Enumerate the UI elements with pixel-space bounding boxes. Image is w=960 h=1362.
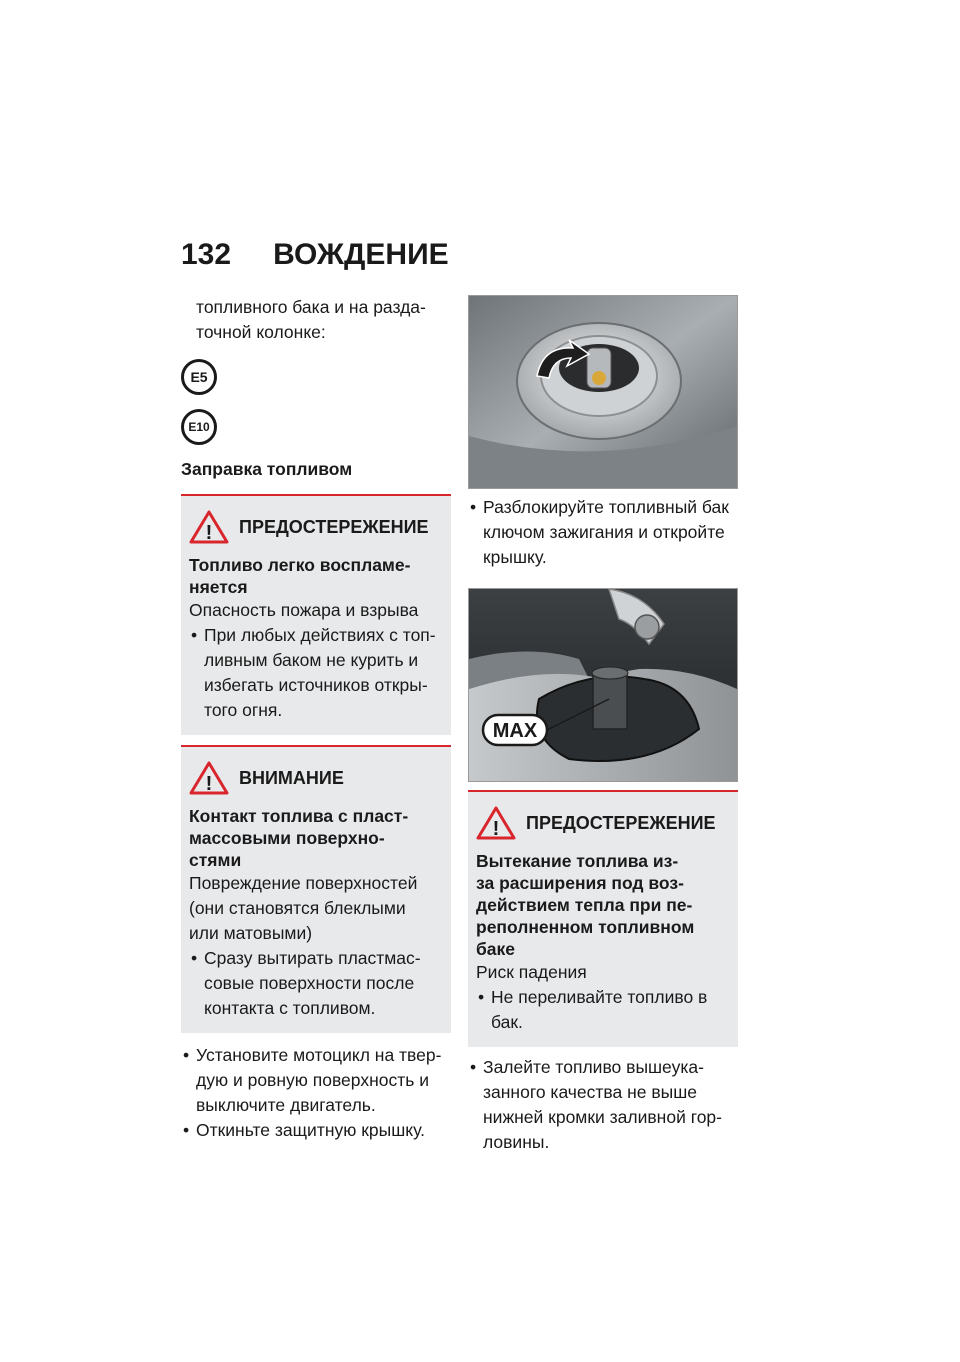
warning-box-overfill — [468, 790, 738, 1047]
warning-bullet: • Не переливайте топливо в бак. — [478, 987, 708, 1032]
warning-triangle-icon — [189, 510, 229, 544]
fuel-badges — [181, 359, 451, 445]
fuel-e10-icon: E10 — [181, 409, 217, 445]
list-item: • Установите мотоцикл на твер- дую и ровную поверхность и выключите двигатель. — [183, 1045, 442, 1115]
attention-bullet: • Сразу вытирать пластмас- совые поверхности после контакта с топливом. — [191, 948, 421, 1018]
intro-text: топливного бака и на разда- точной колонке: — [196, 297, 426, 342]
page-number: 132 — [181, 238, 232, 271]
section-heading: Заправка топливом — [181, 459, 353, 479]
warning-triangle-icon — [476, 806, 516, 840]
warning-subtitle: Топливо легко воспламе- няется — [189, 555, 411, 597]
warning-subtitle: Вытекание топлива из- за расширения под воз- действием тепла при пе- реполненном топливном баке — [476, 851, 695, 959]
page-header — [181, 238, 449, 272]
attention-body: Повреждение поверхностей (они становятся блеклыми или матовыми) — [189, 873, 418, 943]
warning-body: Риск падения — [476, 962, 587, 982]
list-item: • Разблокируйте топливный бак ключом зажигания и откройте крышку. — [470, 497, 729, 567]
fuel-e5-icon: E5 — [181, 359, 217, 395]
svg-text:!: ! — [205, 773, 213, 795]
filler-neck-photo — [468, 588, 738, 782]
instruction-list — [181, 1043, 451, 1143]
warning-triangle-icon — [189, 761, 229, 795]
warning-body: Опасность пожара и взрыва — [189, 600, 419, 620]
max-label: MAX — [492, 720, 538, 742]
warning-box-fire — [181, 494, 451, 735]
warning-title: ! ПРЕДОСТЕРЕЖЕНИЕ — [189, 510, 443, 544]
list-item: • Откиньте защитную крышку. — [183, 1120, 425, 1140]
fuel-cap-photo — [468, 295, 738, 489]
fuel-cap-illustration — [469, 296, 737, 488]
left-column — [181, 295, 451, 1143]
attention-box-plastic — [181, 745, 451, 1033]
svg-text:!: ! — [492, 818, 500, 840]
svg-text:!: ! — [205, 522, 213, 544]
list-item: • Залейте топливо вышеука- занного качества не выше нижней кромки заливной гор- ловины. — [470, 1057, 722, 1152]
chapter-title: ВОЖДЕНИЕ — [273, 238, 449, 271]
right-column — [468, 295, 738, 1155]
warning-bullet: • При любых действиях с топ- ливным баком не курить и избегать источников откры- того огня. — [191, 625, 436, 720]
filler-neck-illustration — [469, 589, 737, 781]
warning-title: ! ПРЕДОСТЕРЕЖЕНИЕ — [476, 806, 730, 840]
attention-title: ! ВНИМАНИЕ — [189, 761, 443, 795]
attention-subtitle: Контакт топлива с пласт- массовыми поверхно- стями — [189, 806, 409, 870]
